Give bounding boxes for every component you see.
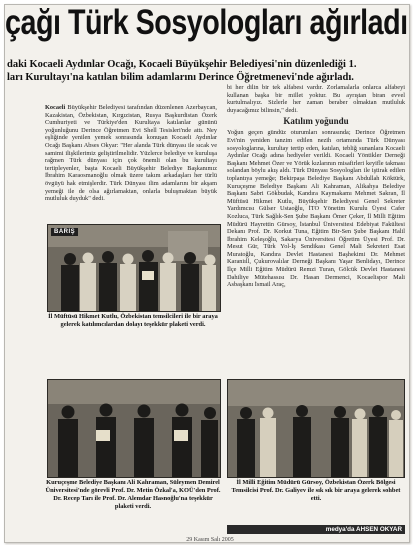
- headline: çağı Türk Sosyologları ağırladı: [5, 4, 408, 42]
- photo-caption-3: İl Milli Eğitim Müdürü Gürsoy, Özbekistan Özerk Bölgesi Temsilcisi Prof. Dr. Galiyev ile sık sık bir araya gelerek sohbet etti.: [231, 479, 401, 502]
- photo-education-director-image: [228, 380, 404, 477]
- photo-caption-1: İl Müftüsü Hikmet Kutlu, Özbekistan temsilcileri ile bir araya gelerek katılımcılardan dolayı teşekkür plaketi verdi.: [48, 313, 218, 328]
- newspaper-logo: BARIŞ: [51, 228, 78, 236]
- newspaper-clipping: [4, 4, 410, 543]
- photo-mayor-plaque-image: [48, 380, 220, 477]
- article-kicker: Kocaeli: [45, 104, 66, 111]
- photo-mufti-plaque: [47, 224, 221, 312]
- article-right-column: [227, 84, 405, 289]
- left-column-body: Büyükşehir Belediyesi tarafından düzenlenen Azerbaycan, Kazakistan, Özbekistan, Kırgızistan, Rusya Başkurdistan Özerk Cumhuriyeti ve Türkiye'den Kurultaya katılanlar gününü yoğunluğunu Derince Öğretmen Evi Shell Tesisleri'nde attı. Ney eşliğinde yenilen yemek sonrasında konuşan Kocaeli Aydınlar Ocağı Başkanı Abses Okyar: "Her alanda Türk dünyası ile sıcak ve samimi ilişkilerimiz geliştirilmelidir. Yüzlerce belediye ve kuruluşa rağmen Türk dünyası için çok önemli olan bu kurultayı tertipleyenler, başta Kocaeli Büyükşehir Belediye Başkanımız İbrahim Karaosmanoğlu olmak üzere takım arkadaşları her türlü övgüyü hak etmişlerdir. Türk Dünyası ilim adamlarını bir akşam yemeği ile de olsa ağırlamaktan, onlarla buluşmaktan büyük mutluluk duyduk" dedi.: [45, 104, 217, 203]
- photo-mayor-plaque: [47, 379, 221, 478]
- right-column-body: Yoğun geçen gündüz oturumları sonrasında; Derince Öğretmen Evi'nin yeniden tanzim edilen nezih ortamında Türk Dünyası sosyologlarına, kurultay tertip eden, katılan, tebliğ sunanlara Kocaeli Aydınlar Ocağı adına hediyeler verildi. Kocaeli Yöntikler Derneği Başkanı Mehmet Özer ve Yörük kızlarının misafirleri keyifle takması solandan böylu akış aldı. Türk Dünyası Sosyologları ile iştirak edilen toplantıya yemeğe; Bekirpaşa Belediye Başkanı Abdullah Köktürk, Kuruçeşme Belediye Başkanı Ali Kahraman, Alikahya Belediye Başkanı Sabri Gökbudak, Kandıra Kaymakamı Mehmet Sakran, İl Müftüsü Hikmet Kutlu, Büyükşehir Belediyesi Genel Sekreter Yardımcısı Gülser Ustaoğlu, İTO Yönetim Kurulu Üyesi Cafer Kozluca, Türk Sağlık-Sen Şube Başkanı Ömer Çeker, İl Milli Eğitim Müdürü Hayrettin Gürsoy, İstanbul Üniversitesi Edebiyat Fakültesi Dekanı Prof. Dr. Korkut Tuna, Eğitim Bir-Sen Şube Başkanı Halil İbrahim Keleşoğlu, Sakarya Üniversitesi Öğretim Üyesi Prof. Dr. Mesut Gür, Türk Yol-İş Sendikası Genel Mali Sekreteri Esat Muratoğlu, Kandıra Devlet Hastanesi Başhekimi Dr. Mehmet Karaniıll, Çukurovalılar Derneği Başkanı Yaşar Benlidayı, Derince İlçe Milli Eğitim Müdürü Remzi Turan, Gölcük Devlet Hastanesi Dahiliye Mütehassısı Dr. Hasan Dermenci, Kocaelispor Mali Asbaşkanı İsmail Araç,: [227, 129, 405, 289]
- publication-date: 29 Kasım Salı 2005: [186, 537, 234, 543]
- photo-caption-2: Kuruçeşme Belediye Başkanı Ali Kahraman, Süleymen Demirel Üniversitesi'nde görevli Prof. Dr. Metin Özkal'a, KOÜ'den Prof. Dr. Recep Tarı ile Prof. Dr. Alemdar Hasnoğlu'na teşekkür plaketi verdi.: [45, 479, 221, 510]
- article-left-column: [45, 104, 217, 203]
- subheadline-line-1: daki Kocaeli Aydınlar Ocağı, Kocaeli Büyükşehir Belediyesi'nin düzenlediği 1.: [7, 59, 357, 70]
- author-signature: medya'da AHSEN OKYAR: [227, 525, 405, 534]
- photo-education-director: [227, 379, 405, 478]
- section-subhead: Katılım yoğundu: [283, 116, 349, 127]
- photo-mufti-plaque-image: [48, 225, 220, 311]
- subheadline-line-2: ları Kurultayı'na katılan bilim adamlarını Derince Öğretmenevi'nde ağırladı.: [7, 72, 354, 83]
- right-column-intro: bi her dilin bir tek alfabesi vardır. Zorlamalarla onlarca alfabeyi kullanan başka bir millet yoktur. Bu ayrıştan biran evvel kurtulmalıyız. Sizlerle her zaman beraber olmaktan mutluluk duyacağımız bilinsin," dedi.: [227, 84, 405, 114]
